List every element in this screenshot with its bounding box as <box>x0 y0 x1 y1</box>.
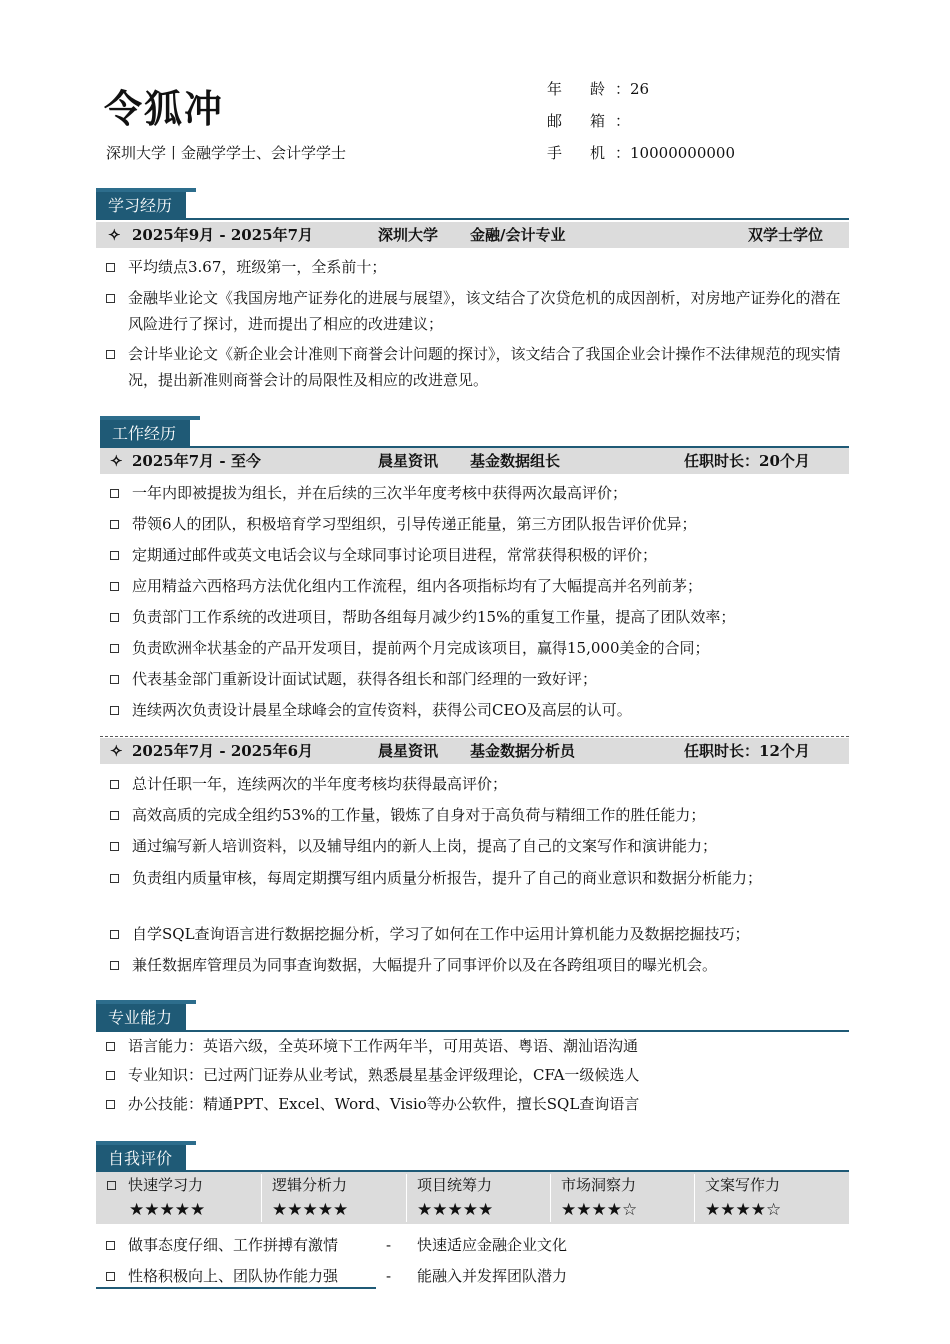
candidate-name: 令狐冲 <box>104 87 225 131</box>
checkbox-square-icon <box>107 1181 116 1190</box>
list-item: 连续两次负责设计晨星全球峰会的宣传资料，获得公司CEO及高层的认可。 <box>110 697 848 723</box>
trait-left: 做事态度仔细、工作拼搏有激情 <box>128 1236 339 1254</box>
info-label: 年 龄 <box>547 80 606 98</box>
checkbox-square-icon <box>106 1272 115 1281</box>
checkbox-square-icon <box>106 1100 115 1109</box>
education-band <box>96 222 849 248</box>
trait-separator: - <box>386 1236 392 1254</box>
checkbox-square-icon <box>110 520 119 529</box>
diamond-marker-icon: ✧ <box>110 742 123 760</box>
rating-label: 项目统筹力 <box>417 1176 493 1194</box>
trait-right: 快速适应金融企业文化 <box>417 1236 568 1254</box>
checkbox-square-icon <box>110 811 119 820</box>
period: 2025年9月 - 2025年7月 <box>132 226 314 244</box>
list-item: 自学SQL查询语言进行数据挖掘分析，学习了如何在工作中运用计算机能力及数据挖掘技巧； <box>110 921 848 947</box>
organization: 晨星资讯 <box>378 742 439 760</box>
list-item: 平均绩点3.67，班级第一，全系前十； <box>106 254 848 280</box>
list-item: 负责组内质量审核，每周定期撰写组内质量分析报告，提升了自己的商业意识和数据分析能力； <box>110 865 848 891</box>
diamond-marker-icon: ✧ <box>110 452 123 470</box>
rating-item <box>407 1172 547 1224</box>
star-rating: ★★★★★ <box>417 1200 494 1220</box>
bottom-rule <box>96 1287 376 1289</box>
degree-line: 深圳大学丨金融学学士、会计学学士 <box>106 144 347 162</box>
checkbox-square-icon <box>106 263 115 272</box>
checkbox-square-icon <box>110 582 119 591</box>
rating-item <box>695 1172 845 1224</box>
job-band <box>100 738 849 764</box>
section-rule <box>96 218 849 220</box>
info-label: 邮 箱 <box>547 112 606 130</box>
role: 金融/会计专业 <box>470 226 566 244</box>
list-item: 会计毕业论文《新企业会计准则下商誉会计问题的探讨》，该文结合了我国企业会计操作不法律规范的现实情况，提出新准则商誉会计的局限性及相应的改进意见。 <box>106 341 848 393</box>
list-item: 专业知识：已过两门证券从业考试，熟悉晨星基金评级理论，CFA一级候选人 <box>106 1062 848 1088</box>
star-rating: ★★★★★ <box>129 1200 206 1220</box>
checkbox-square-icon <box>110 644 119 653</box>
phone-value: 10000000000 <box>630 144 735 162</box>
dashed-divider <box>100 736 849 737</box>
star-rating: ★★★★☆ <box>561 1200 638 1220</box>
list-item: 语言能力：英语六级，全英环境下工作两年半，可用英语、粤语、潮汕语沟通 <box>106 1033 848 1059</box>
trait-separator: - <box>386 1267 392 1285</box>
list-item: 应用精益六西格玛方法优化组内工作流程，组内各项指标均有了大幅提高并名列前茅； <box>110 573 848 599</box>
rating-label: 快速学习力 <box>128 1176 204 1194</box>
role: 基金数据分析员 <box>470 742 576 760</box>
info-age: 年 龄 ：26 <box>547 80 650 98</box>
checkbox-square-icon <box>106 1241 115 1250</box>
rating-item <box>551 1172 691 1224</box>
checkbox-square-icon <box>110 780 119 789</box>
list-item: 负责部门工作系统的改进项目，帮助各组每月减少约15%的重复工作量，提高了团队效率； <box>110 604 848 630</box>
star-rating: ★★★★★ <box>272 1200 349 1220</box>
list-item: 定期通过邮件或英文电话会议与全球同事讨论项目进程，常常获得积极的评价； <box>110 542 848 568</box>
tenure: 任职时长：12个月 <box>684 742 810 760</box>
info-label: 手 机 <box>547 144 606 162</box>
organization: 深圳大学 <box>378 226 439 244</box>
checkbox-square-icon <box>110 551 119 560</box>
rating-label: 文案写作力 <box>705 1176 781 1194</box>
checkbox-square-icon <box>106 1071 115 1080</box>
star-rating: ★★★★☆ <box>705 1200 782 1220</box>
checkbox-square-icon <box>110 961 119 970</box>
job-band <box>100 448 849 474</box>
rating-panel <box>96 1172 849 1224</box>
section-rule <box>96 1030 849 1032</box>
list-item: 负责欧洲伞状基金的产品开发项目，提前两个月完成该项目，赢得15,000美金的合同； <box>110 635 848 661</box>
trait-right: 能融入并发挥团队潜力 <box>417 1267 568 1285</box>
role: 基金数据组长 <box>470 452 561 470</box>
checkbox-square-icon <box>106 1042 115 1051</box>
list-item: 金融毕业论文《我国房地产证券化的进展与展望》，该文结合了次贷危机的成因剖析，对房地产证券化的潜在风险进行了探讨，进而提出了相应的改进建议； <box>106 285 848 337</box>
checkbox-square-icon <box>110 930 119 939</box>
trait-left: 性格积极向上、团队协作能力强 <box>128 1267 339 1285</box>
section-title-work: 工作经历 <box>100 420 190 446</box>
list-item: 高效高质的完成全组约53%的工作量，锻炼了自身对于高负荷与精细工作的胜任能力； <box>110 802 848 828</box>
checkbox-square-icon <box>110 706 119 715</box>
tenure: 任职时长：20个月 <box>684 452 810 470</box>
checkbox-square-icon <box>106 294 115 303</box>
period: 2025年7月 - 2025年6月 <box>132 742 314 760</box>
rating-label: 市场洞察力 <box>561 1176 637 1194</box>
list-item: 办公技能：精通PPT、Excel、Word、Visio等办公软件，擅长SQL查询语言 <box>106 1091 848 1117</box>
list-item: 总计任职一年，连续两次的半年度考核均获得最高评价； <box>110 771 848 797</box>
section-title-skills: 专业能力 <box>96 1004 186 1030</box>
diamond-marker-icon: ✧ <box>108 226 121 244</box>
checkbox-square-icon <box>110 489 119 498</box>
rating-label: 逻辑分析力 <box>272 1176 348 1194</box>
list-item: 代表基金部门重新设计面试试题，获得各组长和部门经理的一致好评； <box>110 666 848 692</box>
section-title-education: 学习经历 <box>96 192 186 218</box>
rating-item <box>262 1172 402 1224</box>
age-value: 26 <box>630 80 650 98</box>
checkbox-square-icon <box>110 675 119 684</box>
checkbox-square-icon <box>106 350 115 359</box>
list-item: 通过编写新人培训资料，以及辅导组内的新人上岗，提高了自己的文案写作和演讲能力； <box>110 833 848 859</box>
list-item: 兼任数据库管理员为同事查询数据，大幅提升了同事评价以及在各跨组项目的曝光机会。 <box>110 952 848 978</box>
list-item: 一年内即被提拔为组长，并在后续的三次半年度考核中获得两次最高评价； <box>110 480 848 506</box>
checkbox-square-icon <box>110 842 119 851</box>
checkbox-square-icon <box>110 874 119 883</box>
rating-item <box>96 1172 246 1224</box>
degree-type: 双学士学位 <box>748 226 824 244</box>
period: 2025年7月 - 至今 <box>132 452 261 470</box>
info-phone: 手 机 ：10000000000 <box>547 144 735 162</box>
section-title-self-eval: 自我评价 <box>96 1145 186 1171</box>
checkbox-square-icon <box>110 613 119 622</box>
info-email: 邮 箱 ： <box>547 112 631 130</box>
organization: 晨星资讯 <box>378 452 439 470</box>
list-item: 带领6人的团队，积极培育学习型组织，引导传递正能量，第三方团队报告评价优异； <box>110 511 848 537</box>
